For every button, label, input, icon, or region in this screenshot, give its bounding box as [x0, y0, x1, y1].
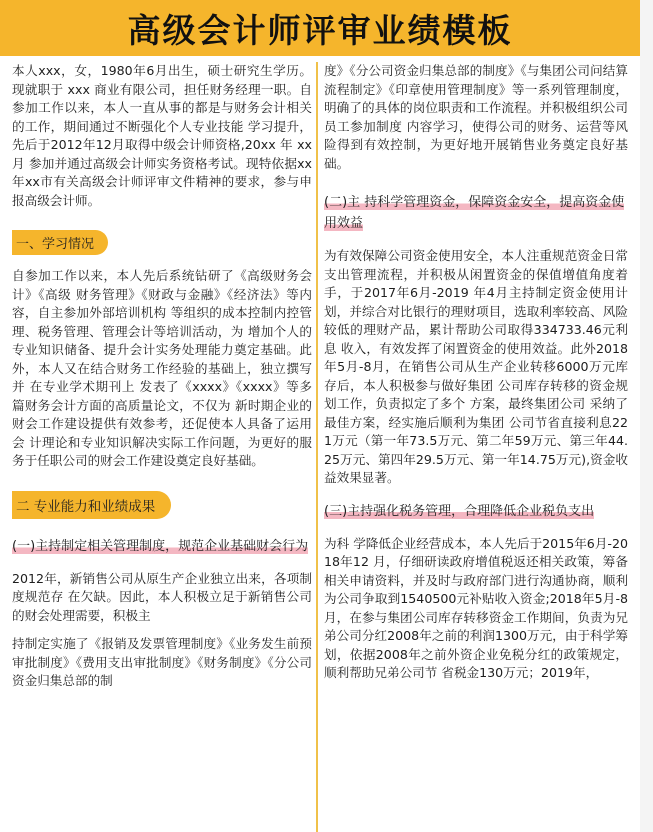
- subheading-wrap-2: [324, 191, 628, 233]
- subheading-wrap-3: [324, 500, 628, 521]
- management-paragraph-2: 持制定实施了《报销及发票管理制度》《业务发生前预审批制度》《费用支出审批制度》《财务制度》《分公司资金归集总部的制: [12, 636, 312, 688]
- section-heading-ability: 二 专业能力和业绩成果: [12, 491, 171, 519]
- page-title: 高级会计师评审业绩模板: [127, 10, 513, 50]
- subheading-tax-management: (三)主持强化税务管理，合理降低企业税负支出: [324, 503, 595, 519]
- intro-paragraph: 本人xxx，女，1980年6月出生，硕士研究生学历。现就职于 xxx 商业有限公司，担任财务经理一职。自参加工作以来，本人一直从事的都是与财务会计相关的工作，期间通过不断强化个人专业技能 学习提升，先后于2012年12月取得中级会计师资格,20xx 年 xx 月 参加并通过高级会计师实务资格考试。现特依据xx年xx市有关高级会计师评审文件精神的要求，参与申报高级会计师。: [12, 63, 312, 208]
- subheading-wrap-1: [12, 535, 312, 556]
- title-banner: [0, 0, 640, 56]
- subheading-fund-management: (二)主 持科学管理资金，保障资金安全，提高资金使用效益: [324, 195, 625, 231]
- management-paragraph-1: 2012年，新销售公司从原生产企业独立出来，各项制度规范存 在欠缺。因此，本人积极立足于新销售公司的财会处理需要，积极主: [12, 570, 312, 623]
- right-column: [324, 62, 628, 693]
- fund-management-paragraph: 为有效保障公司资金使用安全，本人注重规范资金日常支出管理流程，并积极从闲置资金的保值增值角度着手，于2017年6月-2019 年4月主持制定资金使用计划，并综合对比银行的理财项目，选取利率较高、风险较低的理财产品，累计帮助公司取得334733.46元利息 收入，有效发挥了闲置资金的使用效益。此外2018年5月-8月，在销售公司从生产企业转移6000万元库存后，本人积极参与做好集团 公司库存转移的资金规划工作，负责拟定了多个 方案，最终集团公司 采纳了最佳方案，经实施后顺利为集团 公司节省直接利息221万元（第一年73.5万元、第二年59万元、第三年44.25万元、第四年29.5万元、第一年14.75万元),资金收益效果显著。: [324, 248, 628, 485]
- left-column: [12, 62, 312, 701]
- right-edge-shade: [640, 0, 653, 832]
- section-heading-study: 一、学习情况: [12, 230, 108, 255]
- subheading-management-system: (一)主持制定相关管理制度，规范企业基础财会行为: [12, 538, 309, 554]
- management-continued-paragraph: 度》《分公司资金归集总部的制度》《与集团公司问结算流程制定》《印章使用管理制度》等一系列管理制度， 明确了的具体的岗位职责和工作流程。并积极组织公司员工参加制度 内容学习，使得公司的财务、运营等风险得到有效控制，为更好地开展销售业务奠定良好基础。: [324, 63, 628, 171]
- study-paragraph: 自参加工作以来，本人先后系统钻研了《高级财务会计》《高级 财务管理》《财政与金融》《经济法》等内容，自主参加外部培训机构 等组织的成本控制内控管理、税务管理、管理会计等培训活动，为 增加个人的专业知识储备、提升会计实务处理能力奠定基础。此外，本人又在结合财务工作经验的基础上，独立撰写并 在专业学术期刊上 发表了《xxxx》《xxxx》等多篇财务会计方面的高质量论文，不仅为 新时期企业的财会工作建设提供有效参考，还促使本人具备了运用会 计理论和专业知识解决实际工作问题，为更好的服务于任职公司的财会工作建设奠定良好基础。: [12, 268, 312, 468]
- tax-management-paragraph: 为科 学降低企业经营成本，本人先后于2015年6月-2018年12 月，仔细研读政府增值税返还相关政策，筹备相关申请资料，并及时与政府部门进行沟通协商，顺利为公司争取到1540500元补贴收入资金;2018年5月-8月，在参与集团公司库存转移资金工作期间，负责为兄弟公司分红2008年之前的利润1300万元，由于科学筹划，依据2008年之前外资企业免税分红的政策规定，顺利帮助兄弟公司节 省税金130万元；2019年，: [324, 535, 628, 680]
- column-divider: [316, 62, 318, 832]
